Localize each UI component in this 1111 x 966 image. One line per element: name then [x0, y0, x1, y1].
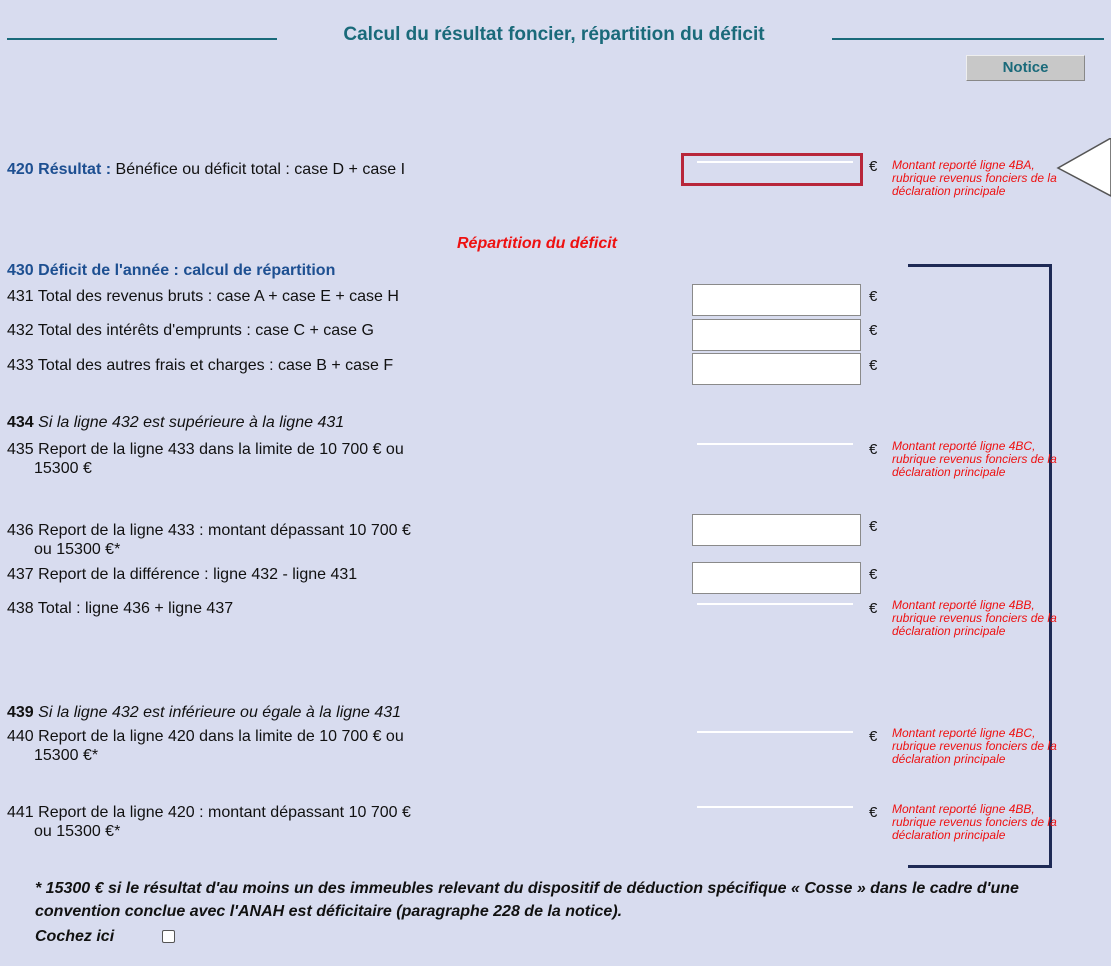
line-431-input[interactable]	[692, 284, 861, 316]
line-441-text-1: 441 Report de la ligne 420 : montant dépassant 10 700 €	[7, 804, 411, 821]
line-431-currency: €	[869, 288, 878, 305]
line-440-note: Montant reporté ligne 4BC, rubrique revenus fonciers de la déclaration principale	[892, 726, 1057, 766]
line-437-currency: €	[869, 566, 878, 583]
line-441-currency: €	[869, 804, 878, 821]
line-434-label	[7, 413, 344, 432]
line-435-value-line	[697, 443, 853, 445]
line-438-value-line	[697, 603, 853, 605]
callout-pointer-icon	[1056, 138, 1111, 198]
line-432-currency: €	[869, 322, 878, 339]
cosse-checkbox[interactable]	[162, 930, 175, 943]
line-420-label	[7, 160, 405, 179]
line-433-input[interactable]	[692, 353, 861, 385]
line-432-label: 432 Total des intérêts d'emprunts : case C + case G	[7, 322, 374, 339]
line-435-label	[7, 440, 404, 478]
line-432-input[interactable]	[692, 319, 861, 351]
line-420-note: Montant reporté ligne 4BA, rubrique revenus fonciers de la déclaration principale	[892, 158, 1057, 198]
line-435-text-2: 15300 €	[34, 460, 92, 477]
line-440-text-1: 440 Report de la ligne 420 dans la limite de 10 700 € ou	[7, 728, 404, 745]
line-441-value-line	[697, 806, 853, 808]
line-439-text: Si la ligne 432 est inférieure ou égale à la ligne 431	[38, 704, 402, 721]
checkbox-label: Cochez ici	[35, 928, 115, 945]
line-441-note: Montant reporté ligne 4BB, rubrique revenus fonciers de la déclaration principale	[892, 802, 1057, 842]
line-440-value-line	[697, 731, 853, 733]
header-rule-left	[7, 38, 277, 40]
line-441-label	[7, 803, 411, 841]
line-435-text-1: 435 Report de la ligne 433 dans la limite de 10 700 € ou	[7, 441, 404, 458]
line-438-note: Montant reporté ligne 4BB, rubrique revenus fonciers de la déclaration principale	[892, 598, 1057, 638]
line-440-currency: €	[869, 728, 878, 745]
line-437-label: 437 Report de la différence : ligne 432 - ligne 431	[7, 566, 358, 583]
line-434-text: Si la ligne 432 est supérieure à la ligne 431	[38, 414, 345, 431]
line-436-input[interactable]	[692, 514, 861, 546]
line-438-label: 438 Total : ligne 436 + ligne 437	[7, 600, 234, 617]
line-439-label	[7, 703, 401, 722]
line-420-highlight-box	[681, 153, 863, 186]
line-420-title: Résultat :	[38, 161, 112, 178]
footer-note: * 15300 € si le résultat d'au moins un des immeubles relevant du dispositif de déduction spécifique « Cosse » dans le cadre d'une convention conclue avec l'ANAH est déficitaire (paragraphe 228 de la notice).	[35, 880, 1019, 920]
page-title: Calcul du résultat foncier, répartition du déficit	[343, 24, 765, 45]
line-436-label	[7, 521, 411, 559]
line-436-text-2: ou 15300 €*	[34, 541, 121, 558]
section-430-title: 430 Déficit de l'année : calcul de répartition	[7, 262, 336, 279]
line-420-text: Bénéfice ou déficit total : case D + case I	[115, 161, 406, 178]
line-435-currency: €	[869, 441, 878, 458]
header-rule-right	[832, 38, 1104, 40]
line-434-code: 434	[7, 414, 34, 431]
line-436-text-1: 436 Report de la ligne 433 : montant dépassant 10 700 €	[7, 522, 411, 539]
line-437-input[interactable]	[692, 562, 861, 594]
line-436-currency: €	[869, 518, 878, 535]
repartition-heading: Répartition du déficit	[457, 235, 617, 252]
line-433-label: 433 Total des autres frais et charges : case B + case F	[7, 357, 394, 374]
line-438-currency: €	[869, 600, 878, 617]
line-439-code: 439	[7, 704, 34, 721]
section-bracket	[908, 264, 1052, 868]
line-431-label: 431 Total des revenus bruts : case A + case E + case H	[7, 288, 399, 305]
line-420-currency: €	[869, 158, 878, 175]
line-441-text-2: ou 15300 €*	[34, 823, 121, 840]
line-440-label	[7, 727, 404, 765]
line-420-code: 420	[7, 161, 34, 178]
line-433-currency: €	[869, 357, 878, 374]
line-440-text-2: 15300 €*	[34, 747, 99, 764]
line-435-note: Montant reporté ligne 4BC, rubrique revenus fonciers de la déclaration principale	[892, 439, 1057, 479]
notice-button[interactable]: Notice	[966, 55, 1085, 81]
